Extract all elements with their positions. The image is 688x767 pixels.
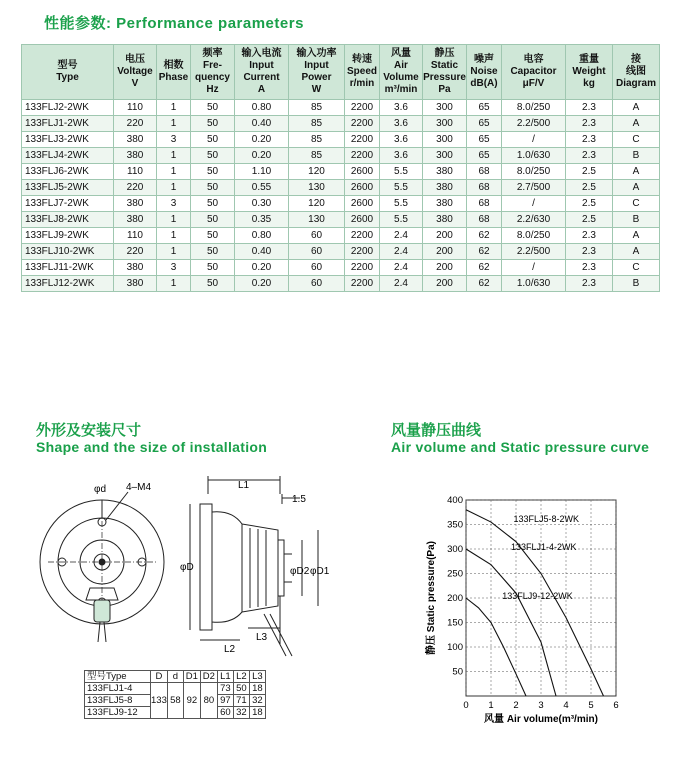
table-row bbox=[22, 276, 660, 292]
table-cell: 200 bbox=[423, 260, 467, 276]
table-cell: 65 bbox=[467, 132, 502, 148]
y-tick-label: 400 bbox=[447, 495, 463, 506]
table-cell: 50 bbox=[191, 244, 235, 260]
curve-title-cn: 风量静压曲线 bbox=[391, 422, 482, 439]
x-tick-label: 2 bbox=[513, 700, 519, 711]
header-line: 静压 bbox=[434, 48, 455, 59]
performance-header-cell bbox=[566, 45, 613, 100]
table-cell: 2.4 bbox=[380, 244, 423, 260]
performance-header-cell bbox=[289, 45, 345, 100]
table-cell: / bbox=[502, 260, 566, 276]
performance-header-row bbox=[22, 45, 660, 100]
table-cell: 8.0/250 bbox=[502, 164, 566, 180]
header-line: Speed bbox=[346, 66, 377, 77]
table-cell: 133FLJ8-2WK bbox=[22, 212, 114, 228]
table-cell: 2.5 bbox=[566, 196, 613, 212]
table-cell: C bbox=[613, 260, 660, 276]
header-line: 输入功率 bbox=[296, 48, 337, 59]
table-cell: C bbox=[613, 196, 660, 212]
dim-L2: 32 bbox=[233, 707, 249, 719]
header-line: Voltage bbox=[117, 66, 153, 77]
table-cell: 2.2/500 bbox=[502, 244, 566, 260]
table-cell: 0.40 bbox=[235, 116, 289, 132]
table-cell: 50 bbox=[191, 260, 235, 276]
table-cell: 85 bbox=[289, 100, 345, 116]
L2-label: L2 bbox=[224, 644, 236, 655]
table-cell: 2.4 bbox=[380, 228, 423, 244]
header-line: Hz bbox=[206, 84, 219, 95]
performance-body bbox=[22, 100, 660, 292]
table-cell: 133FLJ5-2WK bbox=[22, 180, 114, 196]
L3-label: L3 bbox=[256, 632, 268, 643]
dim-L2: 71 bbox=[233, 695, 249, 707]
table-cell: 2.5 bbox=[566, 212, 613, 228]
table-cell: 5.5 bbox=[380, 180, 423, 196]
table-row bbox=[22, 196, 660, 212]
dimension-header-cell: L1 bbox=[217, 671, 233, 683]
dimension-header-cell: D2 bbox=[200, 671, 217, 683]
table-cell: 8.0/250 bbox=[502, 228, 566, 244]
header-line: Type bbox=[56, 72, 79, 83]
table-cell: 65 bbox=[467, 116, 502, 132]
phi-D1-label: φD1 bbox=[310, 566, 330, 577]
header-line: Capacitor bbox=[510, 66, 557, 77]
front-view-drawing bbox=[22, 470, 184, 645]
table-cell: 220 bbox=[114, 116, 157, 132]
table-cell: B bbox=[613, 276, 660, 292]
table-cell: 1 bbox=[157, 100, 191, 116]
table-cell: 85 bbox=[289, 132, 345, 148]
y-tick-label: 300 bbox=[447, 544, 463, 555]
gap-label: 1.5 bbox=[292, 494, 306, 505]
table-cell: 50 bbox=[191, 180, 235, 196]
L1-label: L1 bbox=[238, 480, 250, 491]
header-line: Weight bbox=[572, 66, 606, 77]
table-cell: 5.5 bbox=[380, 196, 423, 212]
dim-D2: 80 bbox=[200, 683, 217, 719]
table-cell: 50 bbox=[191, 228, 235, 244]
x-tick-label: 1 bbox=[488, 700, 494, 711]
dim-type: 133FLJ1-4 bbox=[85, 683, 151, 695]
y-tick-label: 50 bbox=[452, 666, 463, 678]
dimension-header-cell: D bbox=[151, 671, 168, 683]
table-cell: 120 bbox=[289, 164, 345, 180]
header-line: 风量 bbox=[391, 48, 411, 59]
dimension-row bbox=[85, 683, 266, 695]
table-cell: 1 bbox=[157, 116, 191, 132]
table-cell: 1 bbox=[157, 180, 191, 196]
table-cell: 2.3 bbox=[566, 260, 613, 276]
table-cell: 85 bbox=[289, 116, 345, 132]
header-line: 相数 bbox=[163, 60, 184, 71]
performance-header-cell bbox=[345, 45, 380, 100]
dim-L3: 18 bbox=[249, 683, 265, 695]
table-cell: 3.6 bbox=[380, 116, 423, 132]
header-line: μF/V bbox=[522, 78, 545, 89]
performance-header-cell bbox=[502, 45, 566, 100]
side-view-drawing bbox=[180, 474, 350, 664]
y-axis-label: 静压 Static pressure(Pa) bbox=[426, 541, 437, 655]
header-line: 噪声 bbox=[474, 54, 494, 65]
performance-title: 性能参数: Performance parameters bbox=[44, 15, 304, 32]
series-label: 133FLJ1-4-2WK bbox=[511, 541, 577, 552]
table-cell: 200 bbox=[423, 276, 467, 292]
table-row bbox=[22, 116, 660, 132]
header-line: Noise bbox=[470, 66, 498, 77]
shape-title-cn: 外形及安装尺寸 bbox=[36, 422, 142, 439]
table-cell: 2200 bbox=[345, 276, 380, 292]
table-cell: 60 bbox=[289, 228, 345, 244]
table-cell: 110 bbox=[114, 228, 157, 244]
header-line: Input bbox=[249, 60, 274, 71]
phi-d-label: φd bbox=[94, 484, 107, 495]
table-cell: 380 bbox=[114, 148, 157, 164]
table-cell: 2.3 bbox=[566, 100, 613, 116]
table-cell: A bbox=[613, 164, 660, 180]
table-cell: 50 bbox=[191, 100, 235, 116]
table-cell: 3 bbox=[157, 132, 191, 148]
table-cell: 133FLJ1-2WK bbox=[22, 116, 114, 132]
header-line: quency bbox=[194, 72, 230, 83]
table-row bbox=[22, 244, 660, 260]
table-row bbox=[22, 164, 660, 180]
header-line: Fre- bbox=[203, 60, 222, 71]
table-cell: 50 bbox=[191, 212, 235, 228]
m4-label: 4–M4 bbox=[126, 482, 152, 493]
table-cell: 0.20 bbox=[235, 148, 289, 164]
y-tick-label: 150 bbox=[447, 617, 463, 629]
header-line: 输入电流 bbox=[241, 48, 282, 59]
header-line: 重量 bbox=[579, 54, 599, 65]
table-row bbox=[22, 228, 660, 244]
table-cell: 50 bbox=[191, 132, 235, 148]
table-cell: 1.0/630 bbox=[502, 276, 566, 292]
series-line bbox=[466, 510, 604, 696]
table-cell: 2200 bbox=[345, 100, 380, 116]
table-cell: 60 bbox=[289, 244, 345, 260]
header-line: 接 bbox=[631, 54, 641, 65]
table-cell: 0.80 bbox=[235, 228, 289, 244]
table-cell: 2.2/630 bbox=[502, 212, 566, 228]
table-cell: 133FLJ10-2WK bbox=[22, 244, 114, 260]
dim-L1: 73 bbox=[217, 683, 233, 695]
table-cell: 300 bbox=[423, 116, 467, 132]
table-cell: 2200 bbox=[345, 260, 380, 276]
table-cell: 2.3 bbox=[566, 116, 613, 132]
series-label: 133FLJ5-8-2WK bbox=[513, 514, 580, 525]
table-cell: 1 bbox=[157, 228, 191, 244]
table-cell: 380 bbox=[423, 164, 467, 180]
table-cell: 2200 bbox=[345, 228, 380, 244]
table-cell: 1.10 bbox=[235, 164, 289, 180]
table-cell: 2.2/500 bbox=[502, 116, 566, 132]
table-cell: 0.20 bbox=[235, 276, 289, 292]
dim-type: 133FLJ5-8 bbox=[85, 695, 151, 707]
table-cell: 50 bbox=[191, 196, 235, 212]
table-cell: 133FLJ6-2WK bbox=[22, 164, 114, 180]
table-cell: 133FLJ12-2WK bbox=[22, 276, 114, 292]
header-line: 电压 bbox=[125, 54, 145, 65]
x-tick-label: 0 bbox=[463, 700, 469, 711]
table-cell: 68 bbox=[467, 212, 502, 228]
table-cell: 2.5 bbox=[566, 180, 613, 196]
x-axis-label: 风量 Air volume(m³/min) bbox=[484, 714, 598, 725]
table-cell: 68 bbox=[467, 164, 502, 180]
table-cell: / bbox=[502, 196, 566, 212]
table-cell: 380 bbox=[114, 132, 157, 148]
phi-D-label: φD bbox=[180, 562, 194, 573]
dim-type: 133FLJ9-12 bbox=[85, 707, 151, 719]
table-cell: 2.3 bbox=[566, 148, 613, 164]
table-cell: 380 bbox=[114, 276, 157, 292]
table-cell: 0.20 bbox=[235, 132, 289, 148]
table-cell: 133FLJ9-2WK bbox=[22, 228, 114, 244]
performance-header-cell bbox=[22, 45, 114, 100]
table-cell: 2200 bbox=[345, 244, 380, 260]
dim-D1: 92 bbox=[183, 683, 200, 719]
header-line: W bbox=[311, 84, 322, 95]
x-tick-label: 4 bbox=[563, 700, 569, 711]
dimension-header-cell: d bbox=[167, 671, 183, 683]
table-cell: 130 bbox=[289, 212, 345, 228]
header-line: 型号 bbox=[57, 60, 78, 71]
table-cell: B bbox=[613, 148, 660, 164]
table-row bbox=[22, 132, 660, 148]
performance-header-cell bbox=[235, 45, 289, 100]
table-cell: 1.0/630 bbox=[502, 148, 566, 164]
table-cell: 0.40 bbox=[235, 244, 289, 260]
performance-header-cell bbox=[613, 45, 660, 100]
y-tick-label: 200 bbox=[447, 593, 463, 604]
table-cell: A bbox=[613, 180, 660, 196]
table-cell: 2600 bbox=[345, 164, 380, 180]
table-cell: 120 bbox=[289, 196, 345, 212]
performance-header-cell bbox=[423, 45, 467, 100]
curve-title-en: Air volume and Static pressure curve bbox=[391, 439, 650, 455]
table-cell: 300 bbox=[423, 132, 467, 148]
y-tick-label: 100 bbox=[447, 642, 463, 653]
dim-L1: 60 bbox=[217, 707, 233, 719]
table-cell: 2200 bbox=[345, 132, 380, 148]
performance-header-cell bbox=[467, 45, 502, 100]
x-tick-label: 6 bbox=[613, 700, 619, 711]
header-line: r/min bbox=[349, 78, 375, 89]
header-line: 线图 bbox=[626, 66, 646, 77]
header-line: V bbox=[131, 78, 139, 89]
table-cell: 110 bbox=[114, 164, 157, 180]
dimension-header-row bbox=[85, 671, 266, 683]
performance-header-cell bbox=[191, 45, 235, 100]
shape-title-en: Shape and the size of installation bbox=[36, 439, 268, 455]
dimension-header-cell: L3 bbox=[249, 671, 265, 683]
table-cell: 2600 bbox=[345, 212, 380, 228]
table-cell: 2200 bbox=[345, 148, 380, 164]
table-cell: 380 bbox=[114, 196, 157, 212]
table-cell: 2.4 bbox=[380, 260, 423, 276]
table-cell: 62 bbox=[467, 276, 502, 292]
table-row bbox=[22, 260, 660, 276]
table-cell: 1 bbox=[157, 148, 191, 164]
table-row bbox=[22, 180, 660, 196]
table-cell: 1 bbox=[157, 164, 191, 180]
table-cell: 50 bbox=[191, 164, 235, 180]
table-cell: 133FLJ2-2WK bbox=[22, 100, 114, 116]
table-cell: 2600 bbox=[345, 180, 380, 196]
table-cell: 3.6 bbox=[380, 148, 423, 164]
table-cell: 220 bbox=[114, 244, 157, 260]
table-cell: 5.5 bbox=[380, 164, 423, 180]
dimension-header-cell: 型号Type bbox=[85, 671, 151, 683]
table-cell: 133FLJ7-2WK bbox=[22, 196, 114, 212]
performance-table bbox=[21, 44, 660, 292]
table-cell: 0.55 bbox=[235, 180, 289, 196]
table-cell: 2.5 bbox=[566, 164, 613, 180]
table-cell: 3 bbox=[157, 196, 191, 212]
table-cell: 65 bbox=[467, 148, 502, 164]
table-cell: 1 bbox=[157, 212, 191, 228]
table-cell: 1 bbox=[157, 244, 191, 260]
header-line: 转速 bbox=[352, 54, 372, 65]
header-line: Air bbox=[394, 60, 408, 71]
table-cell: B bbox=[613, 212, 660, 228]
table-cell: 3.6 bbox=[380, 132, 423, 148]
table-cell: 60 bbox=[289, 276, 345, 292]
table-cell: 0.30 bbox=[235, 196, 289, 212]
performance-header-cell bbox=[114, 45, 157, 100]
dimension-table bbox=[84, 670, 266, 719]
performance-header-cell bbox=[157, 45, 191, 100]
table-cell: 200 bbox=[423, 244, 467, 260]
table-cell: A bbox=[613, 100, 660, 116]
table-cell: 5.5 bbox=[380, 212, 423, 228]
x-tick-label: 3 bbox=[538, 700, 544, 711]
table-cell: 0.35 bbox=[235, 212, 289, 228]
header-line: Input bbox=[304, 60, 329, 71]
table-cell: 50 bbox=[191, 148, 235, 164]
table-cell: 50 bbox=[191, 116, 235, 132]
table-cell: 85 bbox=[289, 148, 345, 164]
table-cell: 110 bbox=[114, 100, 157, 116]
table-cell: 65 bbox=[467, 100, 502, 116]
table-cell: 133FLJ3-2WK bbox=[22, 132, 114, 148]
x-tick-label: 5 bbox=[588, 700, 594, 711]
header-line: Current bbox=[243, 72, 280, 83]
table-cell: 68 bbox=[467, 196, 502, 212]
table-cell: / bbox=[502, 132, 566, 148]
table-cell: 2.3 bbox=[566, 228, 613, 244]
table-cell: 2.3 bbox=[566, 132, 613, 148]
header-line: dB(A) bbox=[470, 78, 498, 89]
header-line: A bbox=[257, 84, 266, 95]
header-line: Pa bbox=[438, 84, 451, 95]
y-tick-label: 350 bbox=[447, 519, 463, 531]
table-cell: 300 bbox=[423, 100, 467, 116]
table-cell: 130 bbox=[289, 180, 345, 196]
table-cell: 380 bbox=[114, 212, 157, 228]
table-row bbox=[22, 212, 660, 228]
header-line: 频率 bbox=[202, 48, 223, 59]
header-line: 电容 bbox=[523, 54, 544, 65]
table-cell: 68 bbox=[467, 180, 502, 196]
table-cell: 1 bbox=[157, 276, 191, 292]
table-cell: A bbox=[613, 116, 660, 132]
table-cell: 2.3 bbox=[566, 276, 613, 292]
table-cell: 0.80 bbox=[235, 100, 289, 116]
table-cell: 62 bbox=[467, 260, 502, 276]
table-cell: 2600 bbox=[345, 196, 380, 212]
table-cell: 380 bbox=[423, 212, 467, 228]
pq-chart bbox=[410, 490, 640, 730]
table-cell: 60 bbox=[289, 260, 345, 276]
table-cell: 0.20 bbox=[235, 260, 289, 276]
dim-L3: 18 bbox=[249, 707, 265, 719]
header-line: Static bbox=[430, 60, 459, 71]
performance-header-cell bbox=[380, 45, 423, 100]
table-cell: 200 bbox=[423, 228, 467, 244]
table-cell: 2.7/500 bbox=[502, 180, 566, 196]
dimension-header-cell: L2 bbox=[233, 671, 249, 683]
table-cell: 133FLJ11-2WK bbox=[22, 260, 114, 276]
dim-L3: 32 bbox=[249, 695, 265, 707]
series-label: 133FLJ9-12-2WK bbox=[502, 590, 573, 601]
table-cell: 3 bbox=[157, 260, 191, 276]
header-line: Phase bbox=[158, 72, 189, 83]
table-cell: A bbox=[613, 244, 660, 260]
table-cell: 380 bbox=[423, 180, 467, 196]
table-cell: 2.4 bbox=[380, 276, 423, 292]
header-line: Diagram bbox=[615, 78, 656, 89]
table-cell: C bbox=[613, 132, 660, 148]
table-cell: 300 bbox=[423, 148, 467, 164]
table-cell: 133FLJ4-2WK bbox=[22, 148, 114, 164]
table-cell: 8.0/250 bbox=[502, 100, 566, 116]
table-cell: 62 bbox=[467, 244, 502, 260]
dim-L2: 50 bbox=[233, 683, 249, 695]
table-cell: 380 bbox=[114, 260, 157, 276]
table-cell: 62 bbox=[467, 228, 502, 244]
table-cell: 3.6 bbox=[380, 100, 423, 116]
table-cell: 220 bbox=[114, 180, 157, 196]
table-cell: 380 bbox=[423, 196, 467, 212]
y-tick-label: 250 bbox=[447, 568, 463, 580]
dim-D: 133 bbox=[151, 683, 168, 719]
dimension-header-cell: D1 bbox=[183, 671, 200, 683]
dim-d: 58 bbox=[167, 683, 183, 719]
header-line: kg bbox=[583, 78, 595, 89]
table-cell: 2.3 bbox=[566, 244, 613, 260]
header-line: Volume bbox=[383, 72, 419, 83]
phi-D2-label: φD2 bbox=[290, 566, 310, 577]
header-line: Power bbox=[301, 72, 332, 83]
table-cell: 50 bbox=[191, 276, 235, 292]
header-line: m³/min bbox=[384, 84, 418, 95]
table-row bbox=[22, 148, 660, 164]
table-cell: A bbox=[613, 228, 660, 244]
dim-L1: 97 bbox=[217, 695, 233, 707]
table-cell: 2200 bbox=[345, 116, 380, 132]
table-row bbox=[22, 100, 660, 116]
header-line: Pressure bbox=[423, 72, 466, 83]
